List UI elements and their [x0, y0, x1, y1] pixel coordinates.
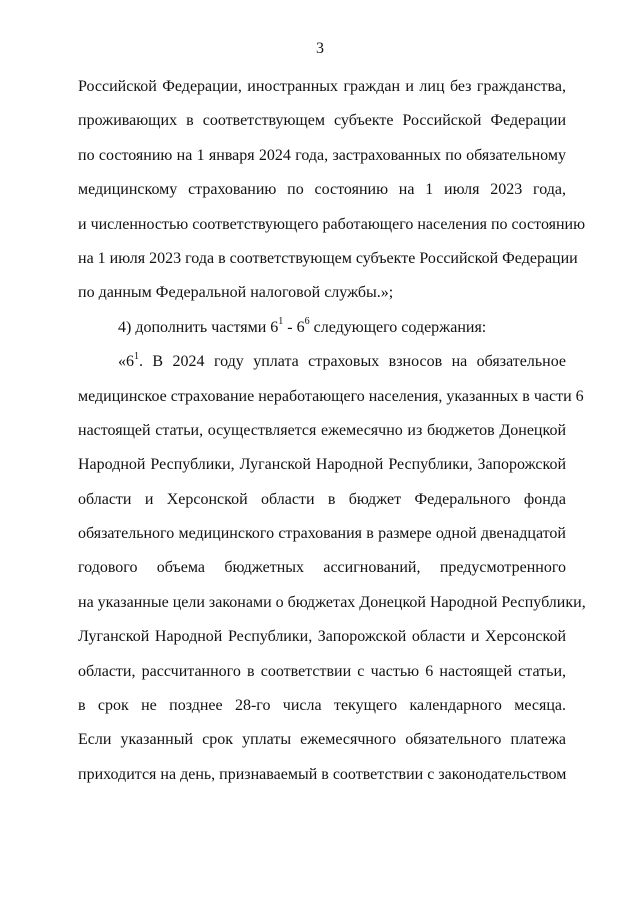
text-line: медицинское страхование неработающего населения, указанных в части 6 — [78, 387, 584, 405]
text-line: Народной Республики, Луганской Народной Республики, Запорожской — [78, 456, 566, 474]
text-line: и численностью соответствующего работающего населения по состоянию — [78, 215, 586, 233]
page-number: 3 — [316, 40, 324, 57]
text-line: обязательного медицинского страхования в размере одной двенадцатой — [78, 525, 566, 543]
text-line: на указанные цели законами о бюджетах Донецкой Народной Республики, — [78, 593, 586, 611]
text-line: Российской Федерации, иностранных граждан и лиц без гражданства, — [78, 78, 566, 95]
line-text: - 6 — [283, 318, 305, 336]
body-text — [78, 70, 586, 792]
text-line: приходится на день, признаваемый в соответствии с законодательством — [78, 765, 567, 783]
text-line: годового объема бюджетных ассигнований, предусмотренного — [78, 559, 566, 577]
paragraph-heading-line — [78, 311, 566, 345]
line-text: следующего содержания: — [309, 318, 487, 336]
superscript: 6 — [304, 316, 310, 328]
text-line: на 1 июля 2023 года в соответствующем субъекте Российской Федерации — [78, 249, 578, 267]
paragraph-start-line — [78, 345, 566, 379]
text-line: настоящей статьи, осуществляется ежемесячно из бюджетов Донецкой — [78, 421, 566, 439]
text-line: по состоянию на 1 января 2024 года, застрахованных по обязательному — [78, 146, 566, 164]
text-line: проживающих в соответствующем субъекте Российской Федерации — [78, 112, 566, 130]
line-text: «6 — [118, 353, 134, 371]
text-line: Если указанный срок уплаты ежемесячного обязательного платежа — [78, 731, 566, 749]
text-line: области и Херсонской области в бюджет Федерального фонда — [78, 490, 566, 508]
text-line: Луганской Народной Республики, Запорожской области и Херсонской — [78, 628, 566, 646]
superscript: 1 — [278, 316, 284, 328]
superscript: 1 — [134, 350, 139, 362]
text-line: по данным Федеральной налоговой службы.»; — [78, 284, 394, 302]
text-line: медицинскому страхованию по состоянию на 1 июля 2023 года, — [78, 181, 566, 199]
line-text: 4) дополнить частями 6 — [118, 318, 279, 336]
line-text: . В 2024 году уплата страховых взносов на обязательное — [139, 353, 566, 371]
text-line: в срок не позднее 28-го числа текущего календарного месяца. — [78, 697, 566, 715]
text-line: области, рассчитанного в соответствии с частью 6 настоящей статьи, — [78, 662, 566, 680]
